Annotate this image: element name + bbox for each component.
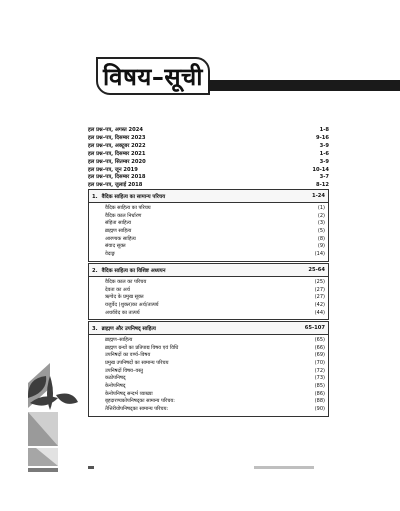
list-item: हल प्रश्न–पत्र, दिसम्बर 2021 1-6 [88,150,329,157]
footer-rule [254,466,314,469]
list-item: वैदिक साहित्य का परिचय (1) [105,205,325,211]
list-item: वैदिक काल निर्धारण (2) [105,212,325,219]
title-rule [208,80,400,91]
list-item: केनोपनिषद् सन्दर्भ व्याख्या (86) [105,390,325,397]
list-item: वैदिक काल का परिचय (25) [105,279,325,285]
list-item: ब्राह्मण साहित्य (5) [105,227,325,234]
section-heading: 3. ब्राह्मण और उपनिषद् साहित्य 65-107 [89,322,328,335]
list-item: वेदाङ्ग (14) [105,250,325,257]
list-item: ऋग्वेद के प्रमुख सूक्त (27) [105,294,325,301]
toc-section-2 [88,263,329,320]
page-title: विषय–सूची [96,57,210,95]
list-item: हल प्रश्न–पत्र, अगस्त 2024 1-8 [88,127,329,133]
list-item: हल प्रश्न–पत्र, अक्टूबर 2022 3-9 [88,142,329,149]
list-item: ब्राह्मण ग्रन्थों का प्रतिपाद्य विषय एवं विधि (66) [105,344,325,351]
list-item: देवता का अर्थ (27) [105,286,325,293]
footer-rule-dark [88,466,94,469]
list-item: तैत्तिरीयोपनिषद्का सामान्य परिचय: (90) [105,405,325,412]
list-item: अथर्ववेद का तात्पर्य (44) [105,309,325,316]
list-item: केनोपनिषद् (85) [105,382,325,389]
list-item: हल प्रश्न–पत्र, जुलाई 2018 8-12 [88,182,329,189]
section-heading: 2. वैदिक साहित्य का विशिष्ट अध्ययन 25-64 [89,264,328,277]
list-item: हल प्रश्न–पत्र, दिसम्बर 2018 3-7 [88,174,329,181]
list-item: उपनिषदों विषय–वस्तु (72) [105,367,325,374]
list-item: ब्राह्मण–साहित्य (65) [105,337,325,343]
list-item: हल प्रश्न–पत्र, सितम्बर 2020 3-9 [88,158,329,165]
list-item: प्रमुख उपनिषदों का सामान्य परिचय (70) [105,359,325,366]
list-item: कठोपनिषद् (73) [105,375,325,382]
list-item: संवाद सूक्त (9) [105,243,325,250]
list-item: आरण्यक साहित्य (8) [105,235,325,242]
toc-section-1 [88,189,329,262]
toc-section-3 [88,321,329,417]
solved-papers-list [88,127,329,190]
list-item: यजुर्वेद (शुक्ल)का अर्थ/तात्पर्य (42) [105,301,325,308]
list-item: बृहदारण्यकोपनिषद्का सामान्य परिचय: (88) [105,398,325,405]
list-item: हल प्रश्न–पत्र, जून 2019 10-14 [88,166,329,173]
section-heading: 1. वैदिक साहित्य का सामान्य परिचय 1-24 [89,190,328,203]
list-item: संहिता साहित्य (3) [105,220,325,227]
list-item: हल प्रश्न–पत्र, दिसम्बर 2023 9-16 [88,134,329,141]
list-item: उपनिषदों का वर्ण्य–विषय (69) [105,352,325,359]
